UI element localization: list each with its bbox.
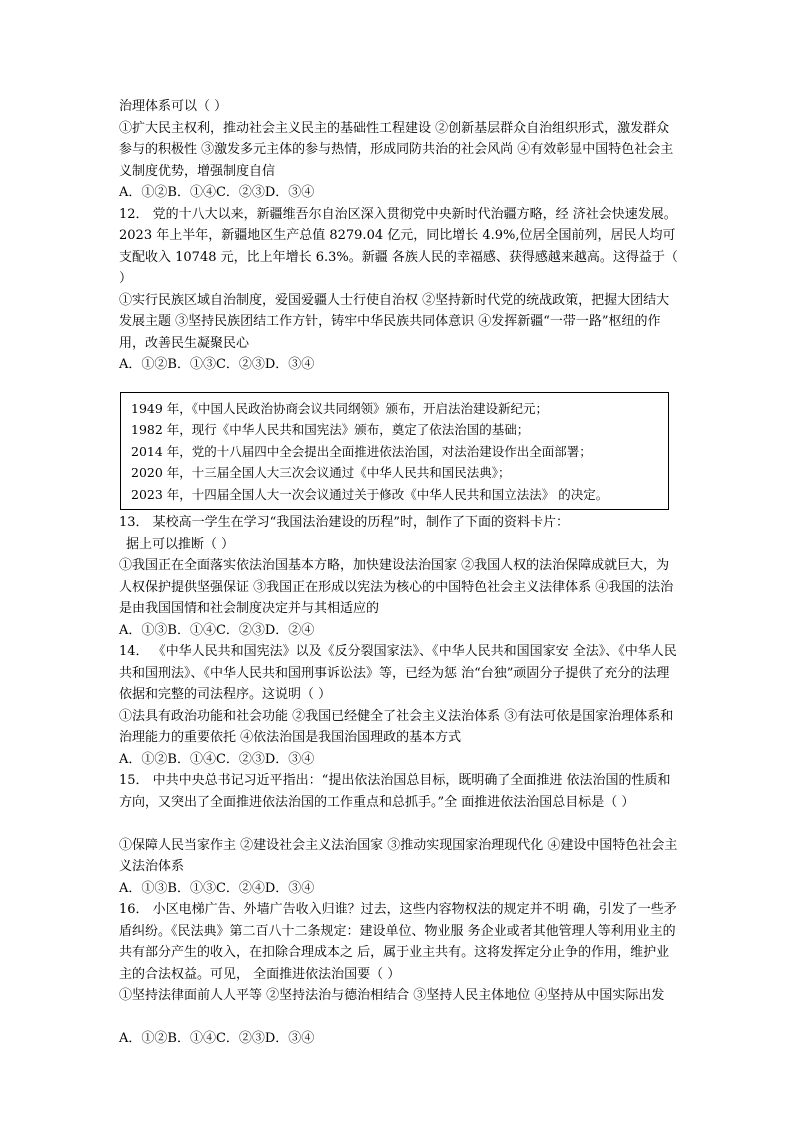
q15-choices: ①保障人民当家作主 ②建设社会主义法治国家 ③推动实现国家治理现代化 ④建设中国特色社会主义法治体系 <box>119 837 678 874</box>
q15-stem: 15． 中共中央总书记习近平指出：“提出依法治国总目标，既明确了全面推进 依法治国的性质和方向，又突出了全面推进依法治国的工作重点和总抓手。”全 面推进依法治国总目标是（ ） <box>119 773 671 810</box>
q11-choices: ①扩大民主权利，推动社会主义民主的基础性工程建设 ②创新基层群众自治组织形式，激发群众参与的积极性 ③激发多元主体的参与热情，形成同防共治的社会风尚 ④有效彰显中国特色社会主义制度优势，增强制度自信 <box>119 120 674 179</box>
q16-options: A．①②B．①④C．②③D．③④ <box>119 1031 315 1046</box>
q12-choices: ①实行民族区域自治制度，爱国爱疆人士行使自治权 ②坚持新时代党的统战政策，把握大团结大发展主题 ③坚持民族团结工作方针，铸牢中华民族共同体意识 ④发挥新疆“一带一路”枢纽的作用，改善民生凝聚民心 <box>119 292 670 351</box>
card-line: 2023 年，十四届全国人大一次会议通过关于修改《中华人民共和国立法法》 的决定。 <box>131 486 609 502</box>
q16-stem: 16． 小区电梯广告、外墙广告收入归谁？过去，这些内容物权法的规定并不明 确，引发了一些矛盾纠纷。《民法典》第二百八十二条规定：建设单位、物业服 务企业或者其他管理人等利用业主的共有部分产生的收入，在扣除合理成本之 后，属于业主共有。这将发挥定分止争的作用，维护业主的合法权益。可见， 全面推进依法治国要（ ） <box>119 902 677 982</box>
q14-options: A．①②B．①④C．②③D．③④ <box>119 751 315 767</box>
q16-choices: ①坚持法律面前人人平等 ②坚持法治与德治相结合 ③坚持人民主体地位 ④坚持从中国实际出发 <box>119 988 665 1003</box>
q13-choices: ①我国正在全面落实依法治国基本方略，加快建设法治国家 ②我国人权的法治保障成就巨大，为人权保护提供坚强保证 ③我国正在形成以宪法为核心的中国特色社会主义法律体系 ④我国的法治是由我国国情和社会制度决定并与其相适应的 <box>119 558 674 616</box>
q13-stem-continued: 据上可以推断（ ） <box>126 536 235 552</box>
q14-stem: 14． 《中华人民共和国宪法》以及《反分裂国家法》、《中华人民共和国国家安 全法》、《中华人民共和国刑法》、《中华人民共和国刑事诉讼法》等，已经为惩 治“台独”顽固分子提供了充分的法理依据和完整的司法程序。这说明（ ） <box>119 644 677 702</box>
q11-options: A．①②B．①④C．②③D．③④ <box>119 185 315 200</box>
card-line: 1949 年，《中国人民政治协商会议共同纲领》颁布，开启法治建设新纪元； <box>131 400 549 416</box>
card-line: 2014 年，党的十八届四中全会提出全面推进依法治国，对法治建设作出全面部署； <box>131 443 592 459</box>
q13-stem: 13． 某校高一学生在学习“我国法治建设的历程”时，制作了下面的资料卡片： <box>119 515 569 530</box>
card-line: 2020 年，十三届全国人大三次会议通过《中华人民共和国民法典》； <box>131 465 511 480</box>
q14-choices: ①法具有政治功能和社会功能 ②我国已经健全了社会主义法治体系 ③有法可依是国家治理体系和治理能力的重要依托 ④依法治国是我国治国理政的基本方式 <box>119 708 674 745</box>
spacer <box>119 376 679 392</box>
q13-options: A．①③B．①④C．②③D．②④ <box>119 622 315 638</box>
material-card <box>120 392 669 511</box>
q11-stem: 治理体系可以（ ） <box>119 99 228 114</box>
q12-options: A．①②B．①③C．②③D．③④ <box>119 357 315 372</box>
page-content <box>119 96 679 1050</box>
card-line: 1982 年，现行《中华人民共和国宪法》颁布，奠定了依法治国的基础； <box>131 422 530 437</box>
q12-stem: 12． 党的十八大以来，新疆维吾尔自治区深入贯彻党中央新时代治疆方略，经 济社会快速发展。2023 年上半年，新疆地区生产总值 8279.04 亿元，同比增长 4.9%,位居全国前列，居民人均可支配收入 10748 元，比上年增长 6.3%。新疆 各族人民的幸福感、获得感越来越高。这得益于（ ） <box>119 206 678 286</box>
q15-options: A．①③B．①③C．②④D．③④ <box>119 880 315 896</box>
